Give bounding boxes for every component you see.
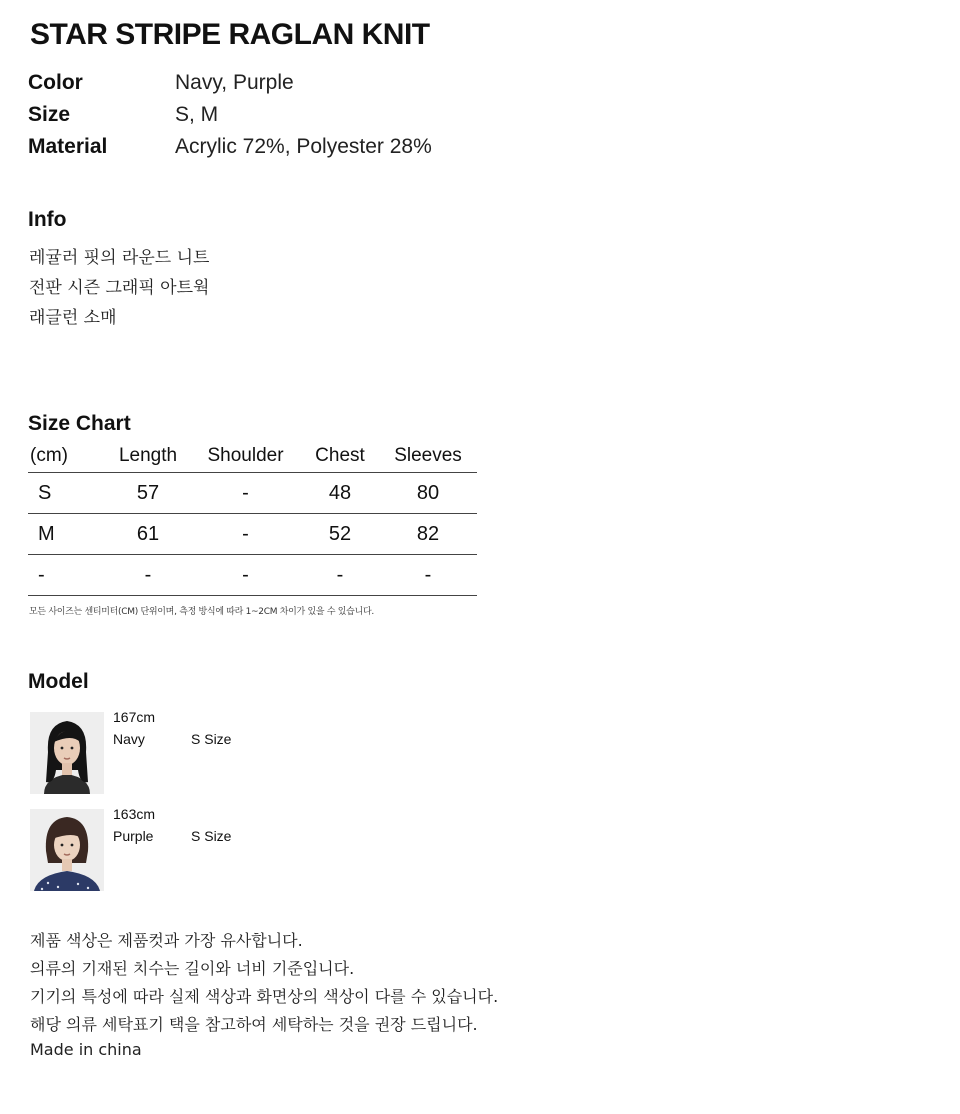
model-heading: Model	[28, 670, 89, 693]
model-color: Navy	[113, 731, 145, 747]
spec-value: S, M	[175, 103, 219, 126]
column-header-length: Length	[118, 445, 178, 466]
info-line: 래글런 소매	[29, 308, 117, 328]
table-row	[28, 514, 477, 555]
footer-note: 의류의 기재된 치수는 길이와 너비 기준입니다.	[30, 959, 355, 978]
table-cell: -	[242, 522, 249, 545]
model-color: Purple	[113, 828, 154, 844]
table-cell: 82	[416, 522, 440, 545]
table-row	[28, 555, 477, 596]
table-cell: 57	[136, 481, 160, 504]
column-header-sleeves: Sleeves	[394, 445, 462, 466]
footer-origin: Made in china	[30, 1040, 142, 1059]
size-chart-header-row	[28, 440, 477, 473]
spec-label: Size	[28, 103, 71, 126]
info-heading: Info	[28, 208, 67, 231]
model-size: S Size	[191, 828, 232, 844]
table-cell: 52	[328, 522, 352, 545]
footer-note: 해당 의류 세탁표기 택을 참고하여 세탁하는 것을 권장 드립니다.	[30, 1015, 478, 1034]
spec-value: Navy, Purple	[175, 71, 294, 94]
table-cell-size: S	[38, 481, 52, 504]
table-cell-size: -	[38, 563, 45, 586]
table-row	[28, 473, 477, 514]
model-height: 163cm	[113, 806, 156, 822]
spec-label: Color	[28, 71, 83, 94]
model-photo	[30, 712, 104, 794]
model-portrait-illustration	[30, 712, 104, 794]
column-header-shoulder: Shoulder	[207, 445, 284, 466]
info-line: 전판 시즌 그래픽 아트웍	[29, 278, 210, 298]
size-chart-heading: Size Chart	[28, 412, 131, 435]
size-chart-table	[28, 440, 477, 596]
model-size: S Size	[191, 731, 232, 747]
column-header-chest: Chest	[315, 445, 365, 466]
product-title: STAR STRIPE RAGLAN KNIT	[30, 18, 430, 51]
table-cell: -	[144, 563, 152, 586]
table-cell: 61	[136, 522, 160, 545]
footer-note: 제품 색상은 제품컷과 가장 유사합니다.	[30, 931, 303, 950]
table-cell: 48	[328, 481, 352, 504]
column-header-unit: (cm)	[30, 445, 68, 466]
table-cell: -	[242, 481, 249, 504]
spec-label: Material	[28, 135, 108, 158]
table-cell: 80	[416, 481, 440, 504]
model-portrait-illustration	[30, 809, 104, 891]
table-cell: -	[336, 563, 344, 586]
info-line: 레귤러 핏의 라운드 니트	[29, 248, 210, 268]
spec-value: Acrylic 72%, Polyester 28%	[175, 135, 432, 158]
table-cell-size: M	[38, 522, 55, 545]
model-photo	[30, 809, 104, 891]
model-height: 167cm	[113, 709, 156, 725]
table-cell: -	[424, 563, 432, 586]
size-chart-note: 모든 사이즈는 센티미터(CM) 단위이며, 측정 방식에 따라 1~2CM 차이가 있을 수 있습니다.	[29, 607, 374, 617]
table-cell: -	[242, 563, 249, 586]
footer-note: 기기의 특성에 따라 실제 색상과 화면상의 색상이 다를 수 있습니다.	[30, 987, 499, 1006]
